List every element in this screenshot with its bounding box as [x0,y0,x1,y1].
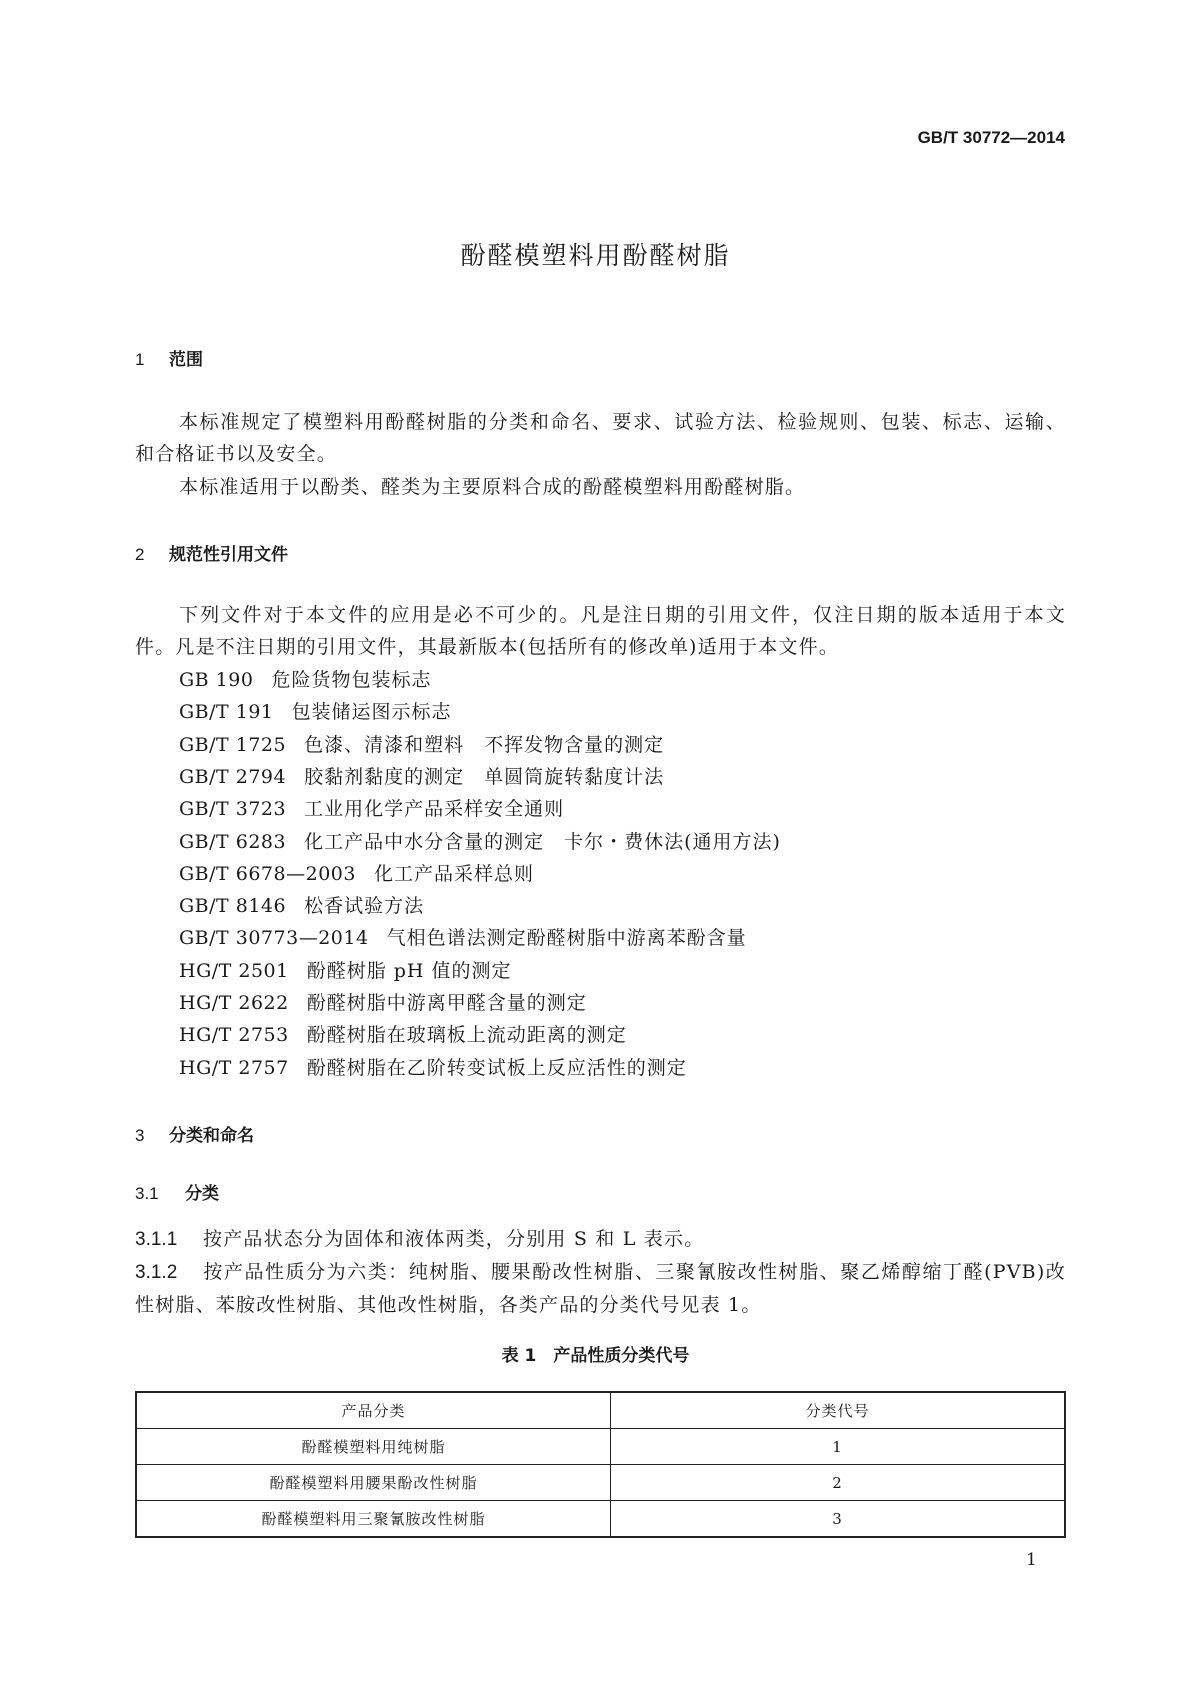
paragraph-line: 和合格证书以及安全。 [135,443,338,465]
reference-item [179,827,781,854]
section-1-heading [135,345,203,370]
reference-title: 胶黏剂黏度的测定 单圆筒旋转黏度计法 [304,765,665,788]
reference-code: GB/T 1725 [179,733,287,756]
section-title: 范围 [169,350,203,370]
reference-item [179,956,512,983]
page-number: 1 [1026,1550,1037,1570]
reference-title: 工业用化学产品采样安全通则 [304,798,565,821]
reference-title: 色漆、清漆和塑料 不挥发物含量的测定 [304,733,665,756]
reference-code: GB/T 6678—2003 [179,862,356,885]
reference-code: GB/T 3723 [179,798,287,821]
clause-number: 3.1.2 [135,1262,178,1283]
paragraph-line: 下列文件对于本文件的应用是必不可少的。凡是注日期的引用文件，仅注日期的版本适用于本文 [179,604,1066,626]
section-3-1-heading [135,1179,219,1204]
table-cell: 3 [611,1501,1066,1538]
reference-item [179,697,452,724]
reference-code: GB/T 2794 [179,765,287,788]
table-cell: 酚醛模塑料用三聚氰胺改性树脂 [136,1501,611,1538]
reference-code: GB/T 6283 [179,830,287,853]
paragraph-line: 本标准规定了模塑料用酚醛树脂的分类和命名、要求、试验方法、检验规则、包装、标志、运输、 [179,411,1066,433]
table-row [136,1429,1065,1465]
section-number: 3 [135,1126,145,1145]
column-header: 产品分类 [136,1392,611,1429]
table-row [136,1501,1065,1538]
reference-code: HG/T 2622 [179,992,289,1014]
section-number: 3.1 [135,1184,159,1203]
reference-code: HG/T 2757 [179,1056,289,1079]
reference-title: 包装储运图示标志 [291,701,452,724]
reference-item [179,730,664,757]
reference-title: 酚醛树脂中游离甲醛含量的测定 [306,992,587,1014]
table-row [136,1465,1065,1501]
reference-item [179,988,587,1015]
clause-number: 3.1.1 [135,1229,178,1250]
section-number: 1 [135,350,145,369]
section-title: 分类 [185,1184,219,1204]
table-cell: 1 [611,1429,1066,1465]
reference-code: GB 190 [179,669,254,691]
clause-3-1-2 [135,1257,1066,1283]
classification-table [135,1391,1066,1538]
reference-item [179,665,431,692]
reference-item [179,923,747,950]
paragraph-line: 件。凡是不注日期的引用文件，其最新版本(包括所有的修改单)适用于本文件。 [135,636,840,658]
reference-title: 酚醛树脂 pH 值的测定 [306,959,512,982]
section-title: 规范性引用文件 [169,545,288,565]
reference-title: 危险货物包装标志 [271,669,432,691]
column-header: 分类代号 [611,1392,1066,1429]
section-number: 2 [135,545,145,564]
table-cell: 2 [611,1465,1066,1501]
clause-text: 按产品性质分为六类：纯树脂、腰果酚改性树脂、三聚氰胺改性树脂、聚乙烯醇缩丁醛(PVB)改 [203,1261,1066,1283]
reference-code: HG/T 2501 [179,959,289,982]
reference-title: 松香试验方法 [304,895,425,918]
section-2-heading [135,540,288,565]
reference-title: 化工产品中水分含量的测定 卡尔・费休法(通用方法) [304,830,781,853]
reference-item [179,891,424,918]
reference-item [179,794,564,821]
clause-text: 按产品状态分为固体和液体两类，分别用 S 和 L 表示。 [203,1228,705,1250]
document-title: 酚醛模塑料用酚醛树脂 [460,241,731,270]
reference-code: GB/T 8146 [179,895,287,918]
reference-item [179,859,534,886]
reference-title: 化工产品采样总则 [373,862,534,885]
table-header-row [136,1392,1065,1429]
paragraph-line: 本标准适用于以酚类、醛类为主要原料合成的酚醛模塑料用酚醛树脂。 [179,476,806,498]
reference-item [179,1020,627,1047]
reference-title: 气相色谱法测定酚醛树脂中游离苯酚含量 [386,927,747,950]
table-cell: 酚醛模塑料用腰果酚改性树脂 [136,1465,611,1501]
section-title: 分类和命名 [169,1126,254,1146]
reference-title: 酚醛树脂在乙阶转变试板上反应活性的测定 [306,1056,687,1079]
table-cell: 酚醛模塑料用纯树脂 [136,1429,611,1465]
reference-code: GB/T 191 [179,701,274,724]
table-caption: 表 1 产品性质分类代号 [501,1346,690,1366]
clause-3-1-1 [135,1224,1066,1250]
reference-code: GB/T 30773—2014 [179,927,369,950]
reference-item [179,762,664,789]
section-3-heading [135,1121,254,1146]
standard-number: GB/T 30772—2014 [917,128,1065,147]
paragraph-line: 性树脂、苯胺改性树脂、其他改性树脂，各类产品的分类代号见表 1。 [135,1294,762,1316]
reference-code: HG/T 2753 [179,1024,289,1047]
reference-item [179,1053,687,1080]
reference-title: 酚醛树脂在玻璃板上流动距离的测定 [306,1024,627,1047]
